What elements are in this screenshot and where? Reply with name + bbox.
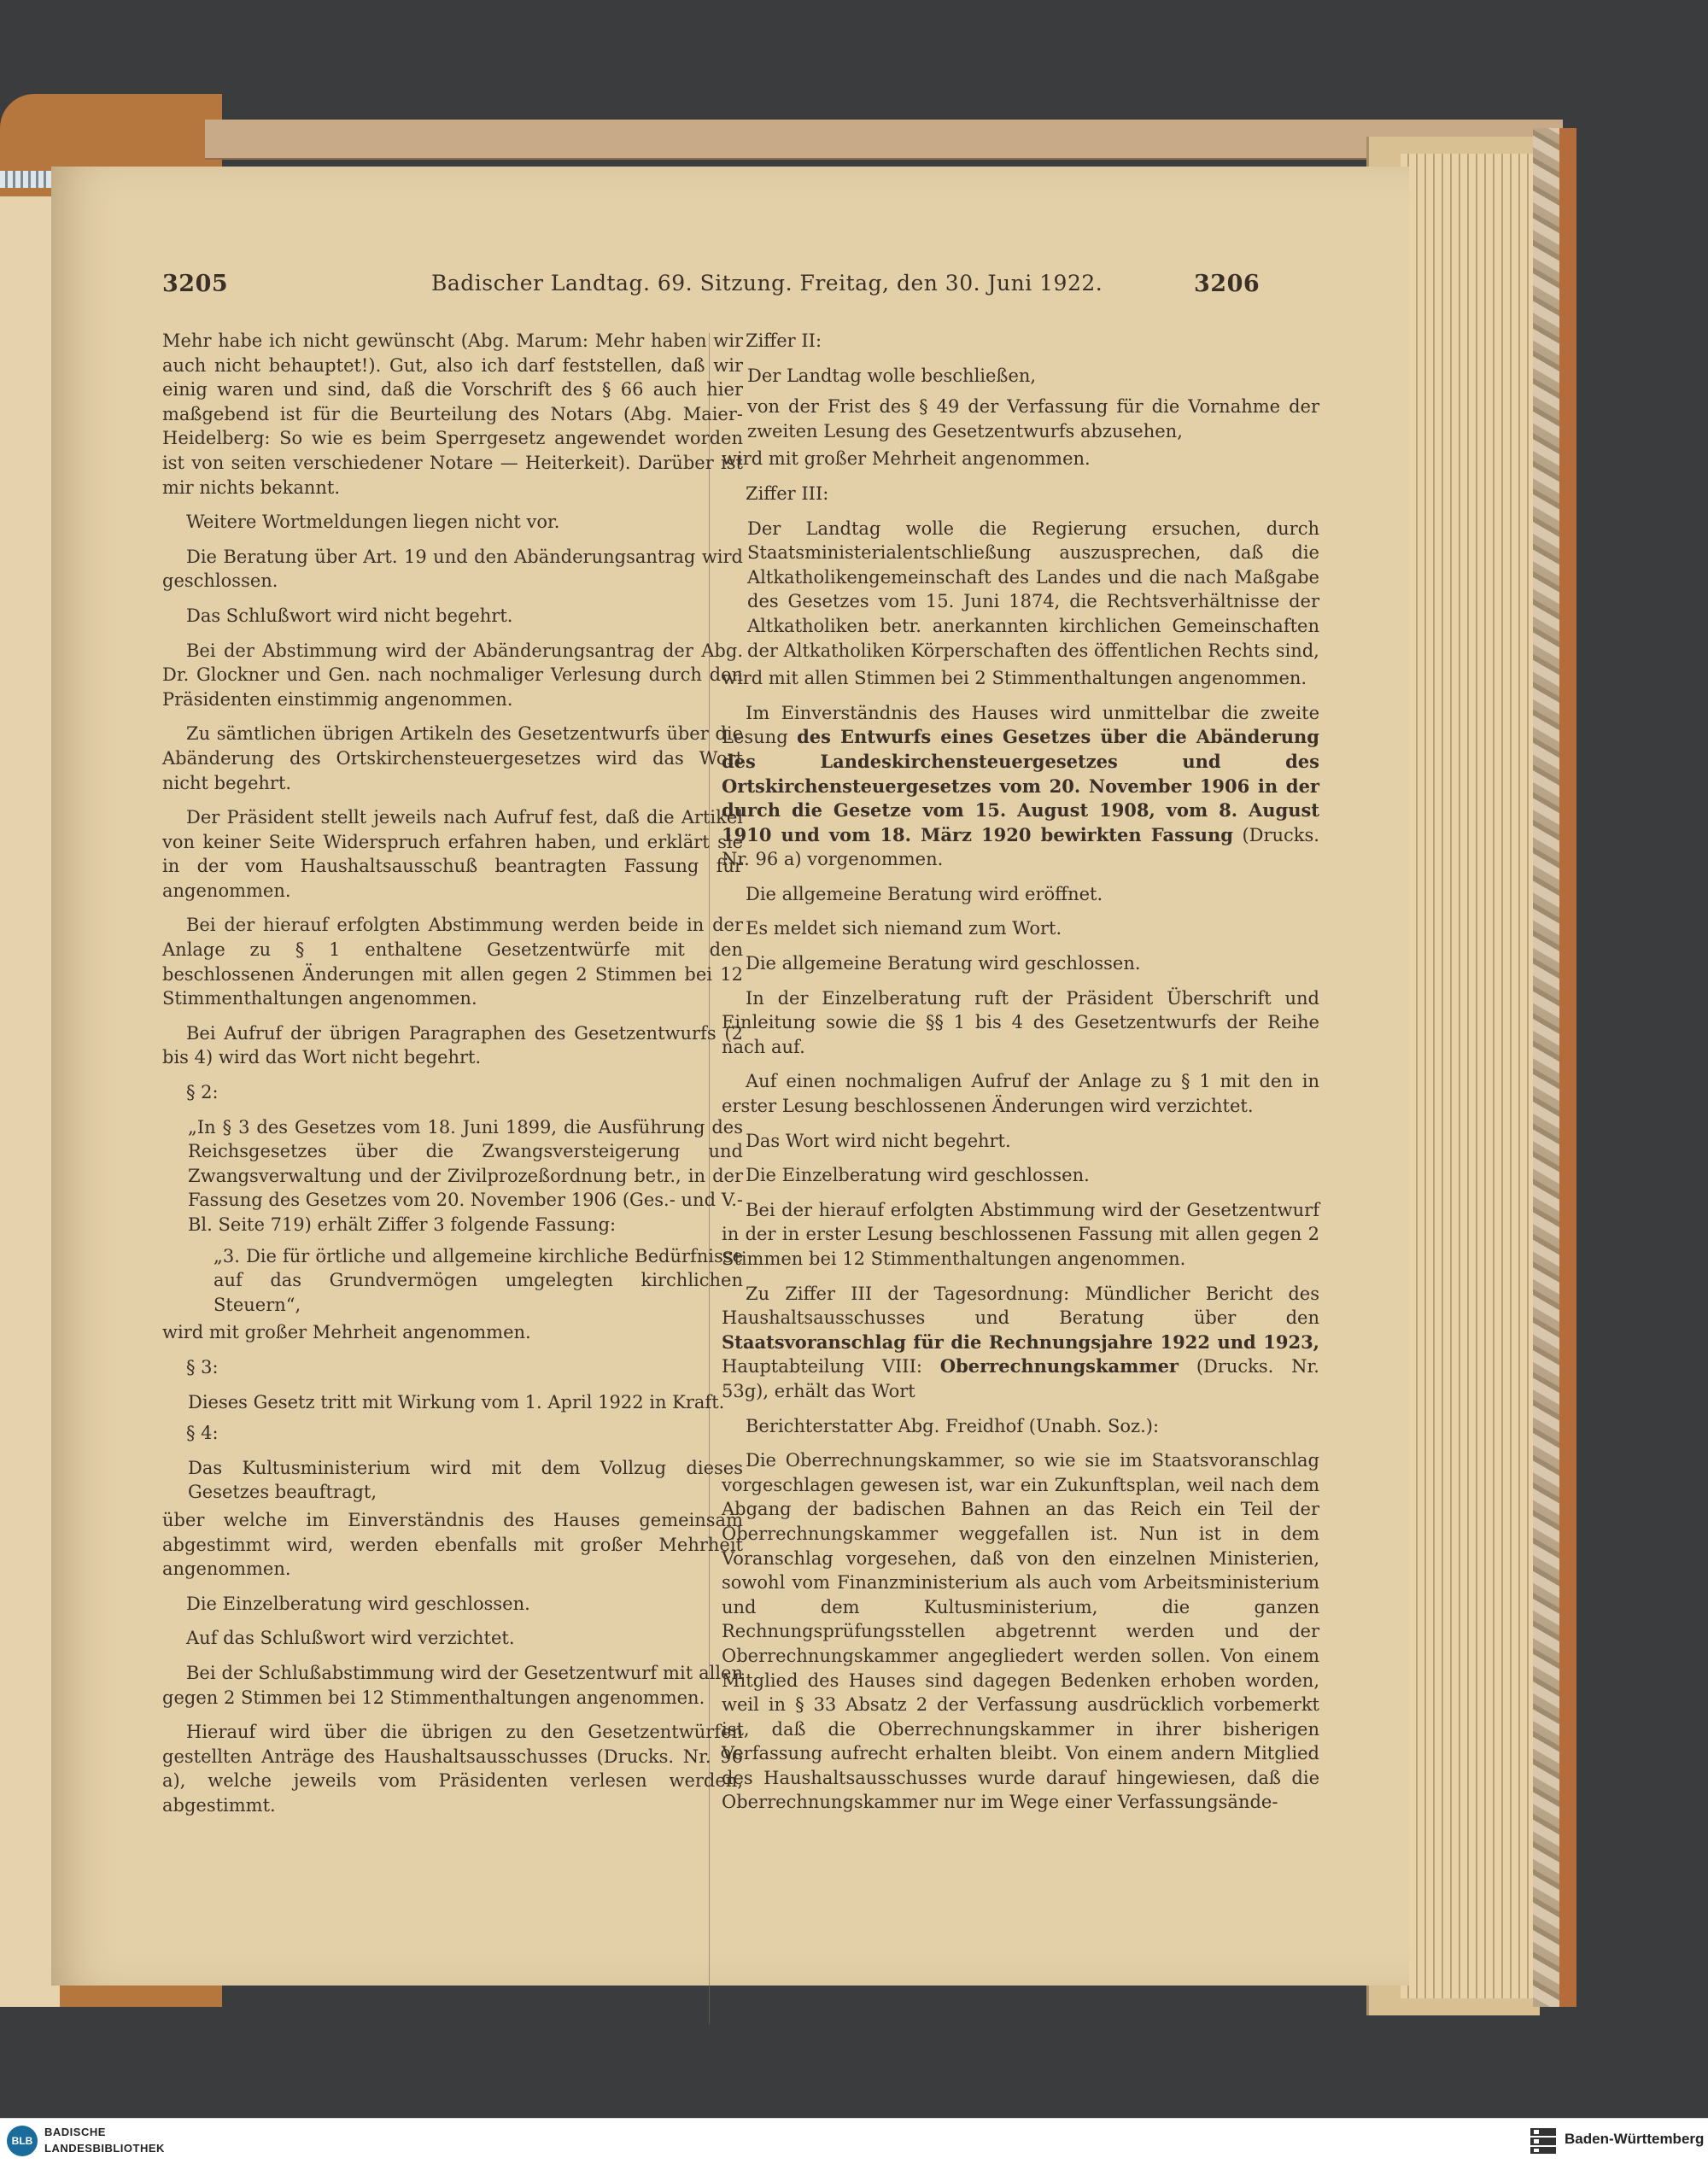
paragraph: Die allgemeine Beratung wird eröffnet. <box>746 883 1103 904</box>
book-cover-right <box>1559 128 1576 2007</box>
paragraph: Hierauf wird über die übrigen zu den Gesetzentwürfen gestellten Anträge des Haushaltsausschusses (Drucks. Nr. 96 a), welche jeweils vom Präsidenten verlesen werden, abgestimmt. <box>162 1722 743 1816</box>
paragraph: Die Einzelberatung wird geschlossen. <box>746 1165 1090 1186</box>
paragraph: Bei Aufruf der übrigen Paragraphen des Gesetzentwurfs (2 bis 4) wird das Wort nicht begehrt. <box>162 1022 743 1068</box>
quoted-text: Dieses Gesetz tritt mit Wirkung vom 1. April 1922 in Kraft. <box>188 1391 725 1412</box>
paragraph: wird mit allen Stimmen bei 2 Stimmenthaltungen angenommen. <box>722 668 1307 689</box>
blb-logo-icon[interactable]: BLB <box>7 2126 38 2156</box>
paragraph: Auf das Schlußwort wird verzichtet. <box>186 1628 515 1649</box>
text-run: Hauptabteilung VIII: <box>722 1356 922 1377</box>
quoted-text: Der Landtag wolle die Regierung ersuchen, durch Staatsministerialentschließung auszusprechen, daß die Altkatholikengemeinschaft des Landes und die nach Maßgabe des Gesetzes vom 15. Juni 1874, die Rechtsverhältnisse der Altkatholiken betr. anerkannten kirchlichen Gemeinschaften der Altkatholiken Körperschaften des öffentlichen Rechts sind, <box>747 518 1319 661</box>
paragraph: über welche im Einverständnis des Hauses gemeinsam abgestimmt wird, werden ebenfalls mit großer Mehrheit angenommen. <box>162 1509 743 1580</box>
binding-clip <box>0 171 51 188</box>
paragraph: Das Schlußwort wird nicht begehrt. <box>186 605 513 626</box>
text-run: Zu Ziffer III der Tagesordnung: Mündlicher Bericht des Haushaltsausschusses und Beratung über den <box>722 1283 1319 1329</box>
bw-name: Baden-Württemberg <box>1565 2131 1705 2147</box>
paragraph: Bei der Abstimmung wird der Abänderungsantrag der Abg. Dr. Glockner und Gen. nach nochmaliger Verlesung durch den Präsidenten einstimmig angenommen. <box>162 640 743 710</box>
bold-text-run: Staatsvoranschlag für die Rechnungsjahre 1922 und 1923, <box>722 1331 1319 1353</box>
right-column <box>722 329 1319 1825</box>
paragraph: Die Einzelberatung wird geschlossen. <box>186 1593 530 1614</box>
text-run: Im Einverständnis des Hauses wird unmittelbar die zweite Lesung <box>722 702 1319 748</box>
left-column <box>162 329 743 1828</box>
text-run: (Drucks. Nr. 53g), erhält das Wort <box>722 1356 1319 1401</box>
page-number-left: 3205 <box>162 271 229 297</box>
baden-wuerttemberg-lions-icon <box>1529 2126 1558 2155</box>
paragraph: wird mit großer Mehrheit angenommen. <box>162 1322 531 1343</box>
running-title: Badischer Landtag. 69. Sitzung. Freitag, den 30. Juni 1922. <box>431 271 1103 295</box>
quoted-text: „3. Die für örtliche und allgemeine kirchliche Bedürfnisse auf das Grundvermögen umgelegten kirchlichen Steuern“, <box>214 1245 743 1315</box>
paragraph: Auf einen nochmaligen Aufruf der Anlage zu § 1 mit den in erster Lesung beschlossenen Änderungen wird verzichtet. <box>722 1071 1319 1117</box>
section-label: Ziffer II: <box>746 330 822 351</box>
paragraph <box>722 701 1319 872</box>
section-label: § 2: <box>186 1082 219 1103</box>
paragraph: Das Wort wird nicht begehrt. <box>746 1130 1011 1151</box>
section-label: § 4: <box>186 1423 219 1444</box>
paragraph: Die Oberrechnungskammer, so wie sie im Staatsvoranschlag vorgeschlagen gewesen ist, war ein Zukunftsplan, weil nach dem Abgang der badischen Bahnen an das Reich ein Teil der Oberrechnungskammer weggefallen ist. Nun ist in dem Voranschlag vorgesehen, daß von den einzelnen Ministerien, sowohl vom Finanzministerium als auch vom Arbeitsministerium und dem Kultusministerium, die ganzen Rechnungsprüfungsstellen abgetrennt werden und der Oberrechnungskammer angegliedert werden sollen. Von einem Mitglied des Hauses sind dagegen Bedenken erhoben worden, weil in § 33 Absatz 2 der Verfassung ausdrücklich vorbemerkt ist, daß die Oberrechnungskammer in ihrer bisherigen Verfassung aufrecht erhalten bleibt. Von einem andern Mitglied des Haushaltsausschusses wurde darauf hingewiesen, daß die Oberrechnungskammer nur im Wege einer Verfassungsände- <box>722 1450 1319 1813</box>
document-page <box>51 167 1409 1986</box>
paragraph: Bei der hierauf erfolgten Abstimmung werden beide in der Anlage zu § 1 enthaltene Gesetzentwürfe mit den beschlossenen Änderungen mit allen gegen 2 Stimmen bei 12 Stimmenthaltungen angenommen. <box>162 915 743 1009</box>
paragraph: Weitere Wortmeldungen liegen nicht vor. <box>186 512 560 533</box>
paragraph: Bei der Schlußabstimmung wird der Gesetzentwurf mit allen gegen 2 Stimmen bei 12 Stimmenthaltungen angenommen. <box>162 1662 743 1708</box>
paragraph: Zu sämtlichen übrigen Artikeln des Gesetzentwurfs über die Abänderung des Ortskirchensteuergesetzes wird das Wort nicht begehrt. <box>162 723 743 793</box>
quoted-text: Der Landtag wolle beschließen, <box>747 365 1037 386</box>
bold-text-run: des Entwurfs eines Gesetzes über die Abänderung des Landeskirchensteuergesetzes und des Ortskirchensteuergesetzes vom 20. November 1906 in der durch die Gesetze vom 15. August 1908, vom 8. August 1910 und vom 18. März 1920 bewirkten Fassung <box>722 726 1319 845</box>
blb-line1: BADISCHE <box>44 2126 106 2138</box>
book-top-edge <box>205 120 1563 160</box>
section-label: § 3: <box>186 1356 219 1377</box>
blb-line2: LANDESBIBLIOTHEK <box>44 2142 165 2155</box>
paragraph: Der Präsident stellt jeweils nach Aufruf fest, daß die Artikel von keiner Seite Widerspruch erfahren haben, und erklärt sie in der vom Haushaltsausschuß beantragten Fassung für angenommen. <box>162 807 743 901</box>
viewer-footer <box>0 2118 1708 2164</box>
agenda-item <box>722 1282 1319 1404</box>
paragraph: In der Einzelberatung ruft der Präsident Überschrift und Einleitung sowie die §§ 1 bis 4 des Gesetzentwurfs der Reihe nach auf. <box>722 987 1319 1057</box>
page-stack-lines <box>1401 154 1537 1998</box>
paragraph: Die Beratung über Art. 19 und den Abänderungsantrag wird geschlossen. <box>162 546 743 592</box>
section-label: Ziffer III: <box>746 483 829 504</box>
text-run: (Drucks. Nr. 96 a) vorgenommen. <box>722 824 1319 870</box>
paragraph: Es meldet sich niemand zum Wort. <box>746 918 1062 939</box>
paragraph: Die allgemeine Beratung wird geschlossen. <box>746 953 1141 974</box>
quoted-text: „In § 3 des Gesetzes vom 18. Juni 1899, die Ausführung des Reichsgesetzes über die Zwangsversteigerung und Zwangsverwaltung und der Zivilprozeßordnung betr., in der Fassung des Gesetzes vom 20. November 1906 (Ges.- und V.-Bl. Seite 719) erhält Ziffer 3 folgende Fassung: <box>188 1116 743 1235</box>
blb-name <box>44 2124 165 2156</box>
page-header <box>51 271 1409 305</box>
paragraph: wird mit großer Mehrheit angenommen. <box>722 448 1091 470</box>
page-number-right: 3206 <box>1194 271 1261 297</box>
paragraph: Mehr habe ich nicht gewünscht (Abg. Marum: Mehr haben wir auch nicht behauptet!). Gut, also ich darf feststellen, daß wir einig waren und sind, daß die Vorschrift des § 66 auch hier maßgebend ist für die Beurteilung des Notars (Abg. Maier-Heidelberg: So wie es beim Sperrgesetz angewendet worden ist von seiten verschiedener Notare — Heiterkeit). Darüber ist mir nichts bekannt. <box>162 330 743 498</box>
bold-text-run: Oberrechnungskammer <box>939 1355 1179 1377</box>
speaker-line: Berichterstatter Abg. Freidhof (Unabh. Soz.): <box>746 1415 1160 1436</box>
paragraph: Bei der hierauf erfolgten Abstimmung wird der Gesetzentwurf in der in erster Lesung beschlossenen Fassung mit allen gegen 2 Stimmen bei 12 Stimmenthaltungen angenommen. <box>722 1199 1319 1269</box>
quoted-text: Das Kultusministerium wird mit dem Vollzug dieses Gesetzes beauftragt, <box>188 1457 743 1503</box>
quoted-text: von der Frist des § 49 der Verfassung für die Vornahme der zweiten Lesung des Gesetzentwurfs abzusehen, <box>747 396 1319 442</box>
